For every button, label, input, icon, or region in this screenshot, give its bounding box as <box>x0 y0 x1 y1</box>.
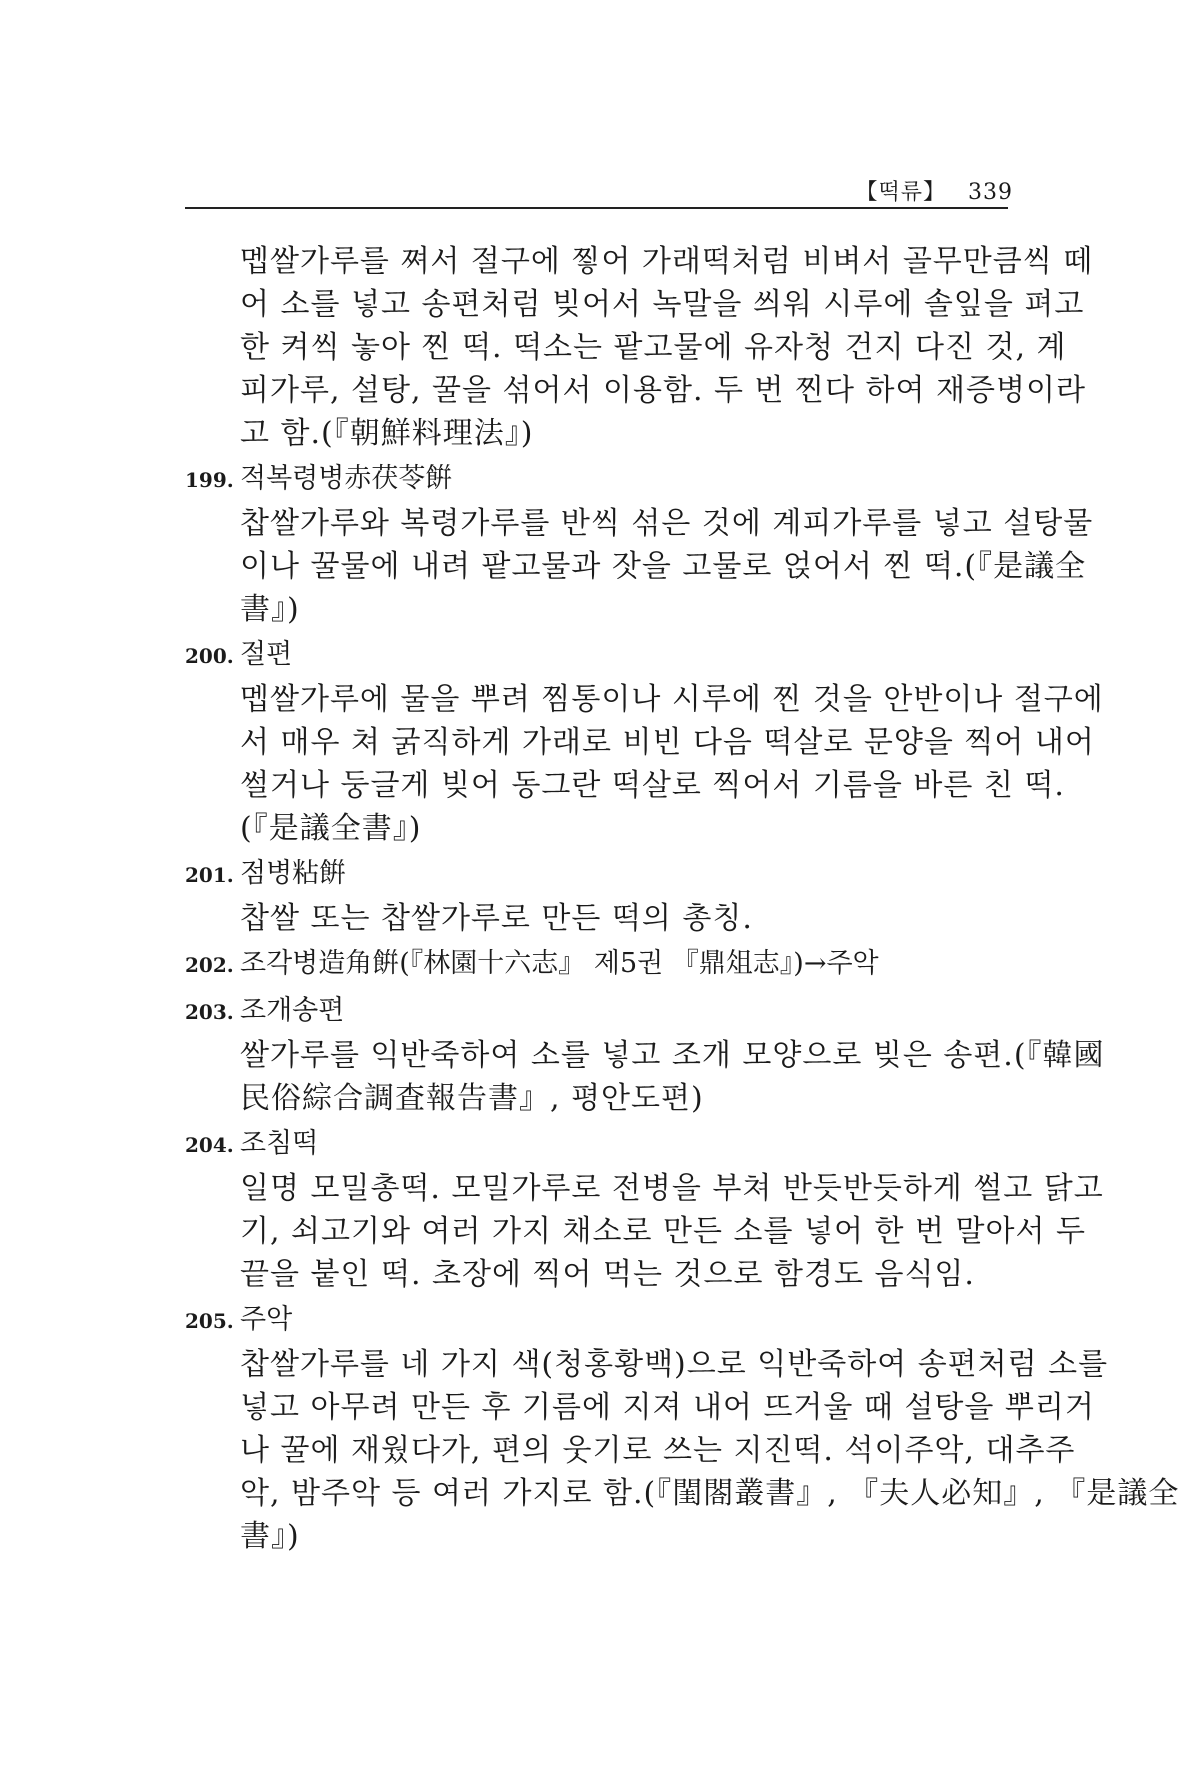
continued-definition <box>185 240 1094 455</box>
entry-200 <box>185 633 1104 850</box>
definition-line: 쌀가루를 익반죽하여 소를 넣고 조개 모양으로 빚은 송편.(『韓國 <box>240 1038 1105 1073</box>
entry-201 <box>185 852 1015 940</box>
entry-definition <box>185 1167 1104 1296</box>
entry-heading <box>185 989 1015 1034</box>
definition-line: 書』) <box>240 1519 300 1554</box>
definition-line: 찹쌀가루와 복령가루를 반씩 섞은 것에 계피가루를 넣고 설탕물 <box>240 506 1094 541</box>
definition-line: 한 켜씩 놓아 찐 떡. 떡소는 팥고물에 유자청 건지 다진 것, 계 <box>240 330 1067 365</box>
definition-line: 멥쌀가루에 물을 뿌려 찜통이나 시루에 찐 것을 안반이나 절구에 <box>240 682 1104 717</box>
header-rule <box>185 207 1008 209</box>
definition-line: 어 소를 넣고 송편처럼 빚어서 녹말을 씌워 시루에 솔잎을 펴고 <box>240 287 1085 322</box>
definition-line: 서 매우 쳐 굵직하게 가래로 비빈 다음 떡살로 문양을 찍어 내어 <box>240 725 1095 760</box>
section-title: 【떡류】 <box>855 180 946 205</box>
definition-line: 고 함.(『朝鮮料理法』) <box>240 416 534 451</box>
definition-line: 나 꿀에 재웠다가, 편의 웃기로 쓰는 지진떡. 석이주악, 대추주 <box>240 1433 1076 1468</box>
entry-number: 201. <box>185 863 234 887</box>
entry-title: 조침떡 <box>240 1128 319 1159</box>
entry-definition <box>185 1034 1105 1120</box>
entry-202 <box>185 942 1015 987</box>
page-body <box>185 240 1180 1558</box>
entry-205 <box>185 1298 1180 1558</box>
entry-heading <box>185 457 1015 502</box>
definition-line: 썰거나 둥글게 빚어 동그란 떡살로 찍어서 기름을 바른 친 떡. <box>240 768 1065 803</box>
page-number: 339 <box>968 180 1013 205</box>
definition-line: 멥쌀가루를 쪄서 절구에 찧어 가래떡처럼 비벼서 골무만큼씩 떼 <box>240 244 1094 279</box>
entry-number: 202. <box>185 953 234 977</box>
entry-definition <box>185 897 1015 940</box>
entry-204 <box>185 1122 1104 1296</box>
entry-heading <box>185 942 1015 987</box>
definition-line: 일명 모밀총떡. 모밀가루로 전병을 부쳐 반듯반듯하게 썰고 닭고 <box>240 1171 1104 1206</box>
entry-definition <box>185 502 1094 631</box>
definition-line: 기, 쇠고기와 여러 가지 채소로 만든 소를 넣어 한 번 말아서 두 <box>240 1214 1086 1249</box>
entry-heading <box>185 1298 1015 1343</box>
entry-number: 204. <box>185 1133 234 1157</box>
entry-title: 적복령병赤茯苓餠 <box>240 463 453 494</box>
definition-line: (『是議全書』) <box>240 811 422 846</box>
definition-line: 악, 밤주악 등 여러 가지로 함.(『閨閤叢書』, 『夫人必知』, 『是議全 <box>240 1476 1180 1511</box>
entry-number: 205. <box>185 1309 234 1333</box>
entry-title: 조각병造角餠(『林園十六志』 제5권 『鼎俎志』)→주악 <box>240 948 879 979</box>
entry-203 <box>185 989 1105 1120</box>
entry-number: 203. <box>185 1000 234 1024</box>
entry-heading <box>185 1122 1015 1167</box>
entry-title: 점병粘餠 <box>240 858 347 889</box>
entry-title: 절편 <box>240 639 293 670</box>
running-header <box>855 175 1013 206</box>
entry-definition <box>185 1343 1180 1558</box>
definition-line: 書』) <box>240 592 300 627</box>
definition-line: 民俗綜合調査報告書』, 평안도편) <box>240 1081 704 1116</box>
entry-number: 200. <box>185 644 234 668</box>
definition-line: 피가루, 설탕, 꿀을 섞어서 이용함. 두 번 찐다 하여 재증병이라 <box>240 373 1086 408</box>
definition-line: 끝을 붙인 떡. 초장에 찍어 먹는 것으로 함경도 음식임. <box>240 1257 975 1292</box>
definition-line: 찹쌀가루를 네 가지 색(청홍황백)으로 익반죽하여 송편처럼 소를 <box>240 1347 1109 1382</box>
entry-number: 199. <box>185 468 234 492</box>
definition-line: 이나 꿀물에 내려 팥고물과 잣을 고물로 얹어서 찐 떡.(『是議全 <box>240 549 1087 584</box>
entry-title: 주악 <box>240 1304 293 1335</box>
definition-line: 찹쌀 또는 찹쌀가루로 만든 떡의 총칭. <box>240 901 753 936</box>
definition-line: 넣고 아무려 만든 후 기름에 지져 내어 뜨거울 때 설탕을 뿌리거 <box>240 1390 1095 1425</box>
entry-199 <box>185 457 1094 631</box>
entry-definition <box>185 678 1104 850</box>
entry-heading <box>185 633 1015 678</box>
entry-title: 조개송편 <box>240 995 345 1026</box>
entry-heading <box>185 852 1015 897</box>
